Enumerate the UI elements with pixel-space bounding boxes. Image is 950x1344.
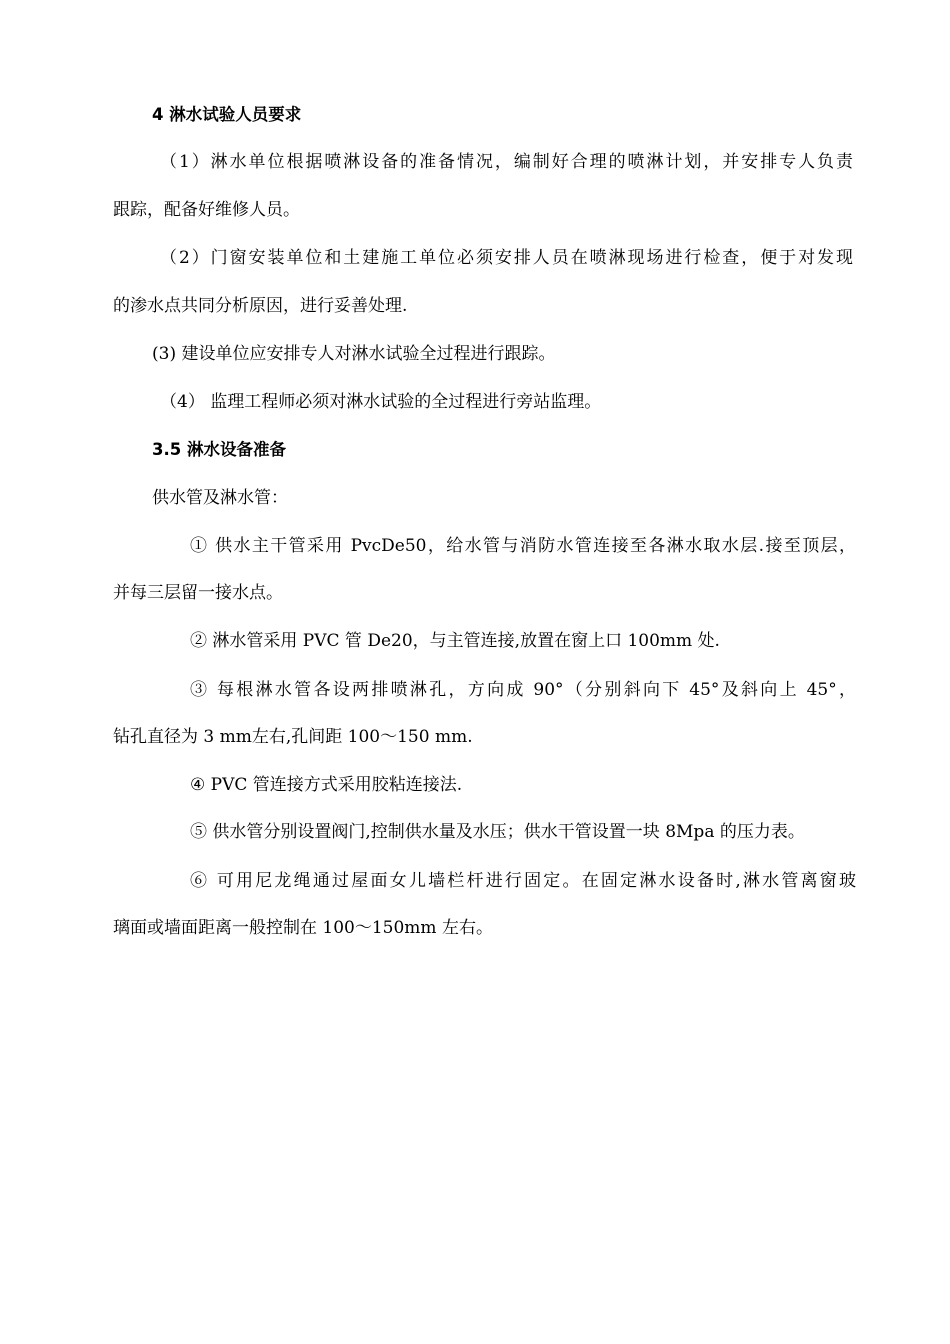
section-4-heading: 4 淋水试验人员要求 bbox=[152, 105, 302, 124]
pipe-item-3-line-2: 钻孔直径为 3 mm左右,孔间距 100～150 mm. bbox=[113, 727, 473, 747]
section-4-item-3: (3) 建设单位应安排专人对淋水试验全过程进行跟踪。 bbox=[152, 344, 556, 364]
pipe-item-6-line-2: 璃面或墙面距离一般控制在 100～150mm 左右。 bbox=[113, 918, 493, 938]
section-3-5-heading: 3.5 淋水设备准备 bbox=[152, 440, 286, 459]
section-3-5-intro: 供水管及淋水管： bbox=[152, 488, 288, 508]
pipe-item-5: ⑤ 供水管分别设置阀门,控制供水量及水压；供水干管设置一块 8Mpa 的压力表。 bbox=[190, 822, 805, 842]
pipe-item-1-line-1: ① 供水主干管采用 PvcDe50，给水管与消防水管连接至各淋水取水层.接至顶层， bbox=[190, 536, 856, 556]
section-4-item-2-line-1: （2）门窗安装单位和土建施工单位必须安排人员在喷淋现场进行检查，便于对发现 bbox=[160, 248, 853, 268]
pipe-item-4: ④ PVC 管连接方式采用胶粘连接法. bbox=[190, 775, 463, 795]
section-4-item-2-line-2: 的渗水点共同分析原因，进行妥善处理. bbox=[113, 296, 408, 316]
pipe-item-3-line-1: ③ 每根淋水管各设两排喷淋孔，方向成 90°（分别斜向下 45°及斜向上 45°， bbox=[190, 680, 856, 700]
section-4-item-1-line-1: （1）淋水单位根据喷淋设备的准备情况，编制好合理的喷淋计划，并安排专人负责 bbox=[160, 152, 853, 172]
section-4-item-1-line-2: 跟踪，配备好维修人员。 bbox=[113, 200, 300, 220]
pipe-item-1-line-2: 并每三层留一接水点。 bbox=[113, 583, 283, 603]
pipe-item-6-line-1: ⑥ 可用尼龙绳通过屋面女儿墙栏杆进行固定。在固定淋水设备时,淋水管离窗玻 bbox=[190, 871, 856, 891]
pipe-item-2: ② 淋水管采用 PVC 管 De20，与主管连接,放置在窗上口 100mm 处. bbox=[190, 631, 720, 651]
section-4-item-4: （4） 监理工程师必须对淋水试验的全过程进行旁站监理。 bbox=[160, 392, 602, 412]
